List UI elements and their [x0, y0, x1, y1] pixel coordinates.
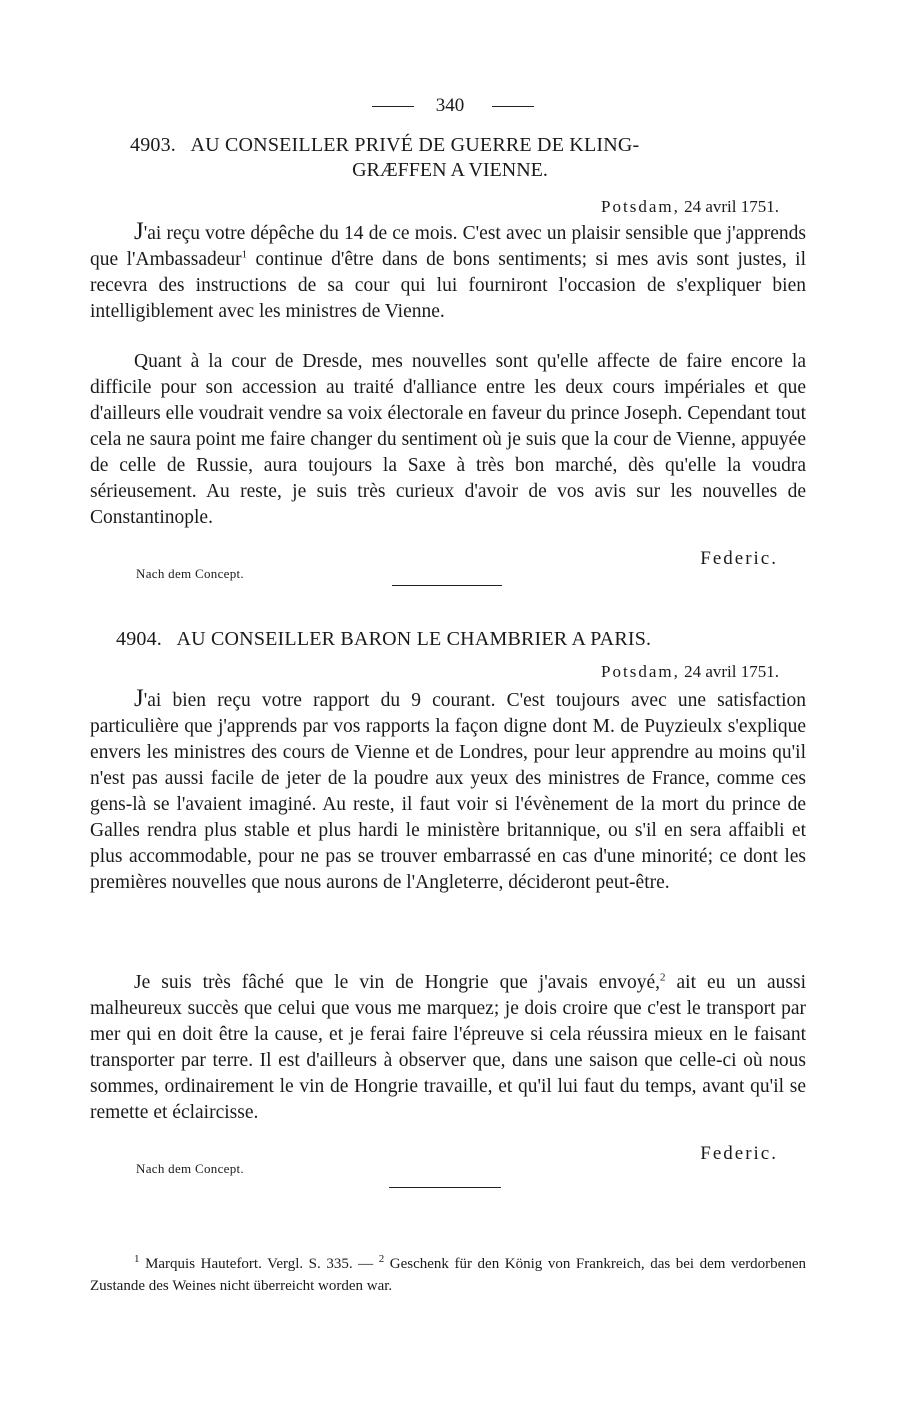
footnote-1-text: Marquis Hautefort. Vergl. S. 335. — — [139, 1256, 379, 1272]
letter-number: 4903. — [130, 134, 176, 156]
letter-number: 4904. — [116, 628, 162, 650]
footnote-2-mark: 2 — [378, 1253, 385, 1265]
letter-4904-source-note: Nach dem Concept. — [136, 1161, 244, 1176]
section-divider — [389, 1187, 501, 1188]
letter-4904-dateline — [601, 661, 779, 683]
date-place: Potsdam, — [601, 197, 680, 216]
paragraph-text: 'ai reçu votre dépêche du 14 de ce mois. C'est avec un plaisir sensible que j'apprends que l'Ambassadeur — [90, 223, 806, 270]
page-header — [0, 96, 900, 116]
drop-cap: J — [134, 218, 144, 245]
letter-4903-paragraph-2: Quant à la cour de Dresde, mes nouvelles sont qu'elle affecte de faire encore la difficile pour son accession au traité d'alliance entre les deux cours impériales et que d'ailleurs elle voudrait vendre sa voix électorale en faveur du prince Joseph. Cependant tout cela ne saura point me faire changer du sentiment où je suis que la cour de Vienne, appuyée de celle de Russie, aura toujours la Saxe à très bon marché, dès qu'elle la voudra sérieusement. Au reste, je suis très curieux d'avoir de vos avis sur les nouvelles de Constantinople. — [90, 351, 806, 528]
paragraph-text-continued: ait eu un aussi malheureux succès que celui que vous me marquez; je dois croire que c'est le transport par mer qui en doit être la cause, et je ferai faire l'épreuve si cela réussira mieux en le faisant transporter par terre. Il est d'ailleurs à observer que, dans une saison que celle-ci où nous sommes, ordinairement le vin de Hongrie travaille, et qu'il lui faut du temps, avant qu'il se remette et éclaircisse. — [90, 972, 806, 1123]
letter-4903-signature: Federic. — [700, 548, 778, 569]
letter-4904-signature: Federic. — [700, 1143, 778, 1164]
letter-4903-paragraph-1 — [90, 219, 806, 325]
letter-4904-title — [116, 627, 816, 652]
footnote-ref: 1 — [241, 248, 248, 261]
header-dash-right — [492, 106, 534, 107]
section-divider — [392, 585, 502, 586]
footnotes — [90, 1253, 806, 1297]
letter-4903-dateline — [601, 196, 779, 218]
date-value: 24 avril 1751. — [684, 662, 779, 681]
header-dash-left — [372, 106, 414, 107]
date-value: 24 avril 1751. — [684, 197, 779, 216]
footnote-2-text: Geschenk für den König von Frankreich, das bei dem verdorbenen Zustande des Weines nicht überreicht worden war. — [90, 1256, 806, 1294]
letter-4903-title-line2: GRÆFFEN A VIENNE. — [352, 159, 548, 181]
letter-title-line1: AU CONSEILLER BARON LE CHAMBRIER A PARIS. — [176, 628, 652, 650]
footnote-ref: 2 — [660, 971, 666, 984]
letter-4904-paragraph-2 — [90, 970, 806, 1126]
drop-cap: J — [134, 685, 144, 712]
footnote-1-mark: 1 — [134, 1253, 140, 1265]
paragraph-text: 'ai bien reçu votre rapport du 9 courant. C'est toujours avec une satisfaction particulière que j'apprends par vos rapports la façon digne dont M. de Puyzieulx s'explique envers les ministres des cours de Vienne et de Londres, pour leur apprendre au moins qu'il n'est pas aussi facile de jeter de la poudre aux yeux des ministres de France, comme ces gens-là se l'avaient imaginé. Au reste, il faut voir si l'évènement de la mort du prince de Galles rendra plus stable et plus hardi le ministère britannique, ou s'il en sera affaibli et plus accommodable, pour ne pas se trouver embarrassé en cas d'une minorité; ce dont les premières nouvelles que nous aurons de l'Angleterre, décideront peut-être. — [90, 690, 806, 893]
page-number: 340 — [435, 95, 465, 116]
date-place: Potsdam, — [601, 662, 680, 681]
letter-title-line1: AU CONSEILLER PRIVÉ DE GUERRE DE KLING- — [190, 134, 640, 156]
letter-4903-source-note: Nach dem Concept. — [136, 566, 244, 581]
paragraph-text-continued: continue d'être dans de bons sentiments; si mes avis sont justes, il recevra des instructions de sa cour qui lui fourniront l'occasion de s'expliquer bien intelligiblement avec les ministres de Vienne. — [90, 249, 806, 322]
letter-4903-title — [130, 133, 810, 158]
letter-4904-paragraph-1 — [90, 686, 806, 896]
paragraph-text: Je suis très fâché que le vin de Hongrie que j'avais envoyé, — [134, 972, 660, 993]
